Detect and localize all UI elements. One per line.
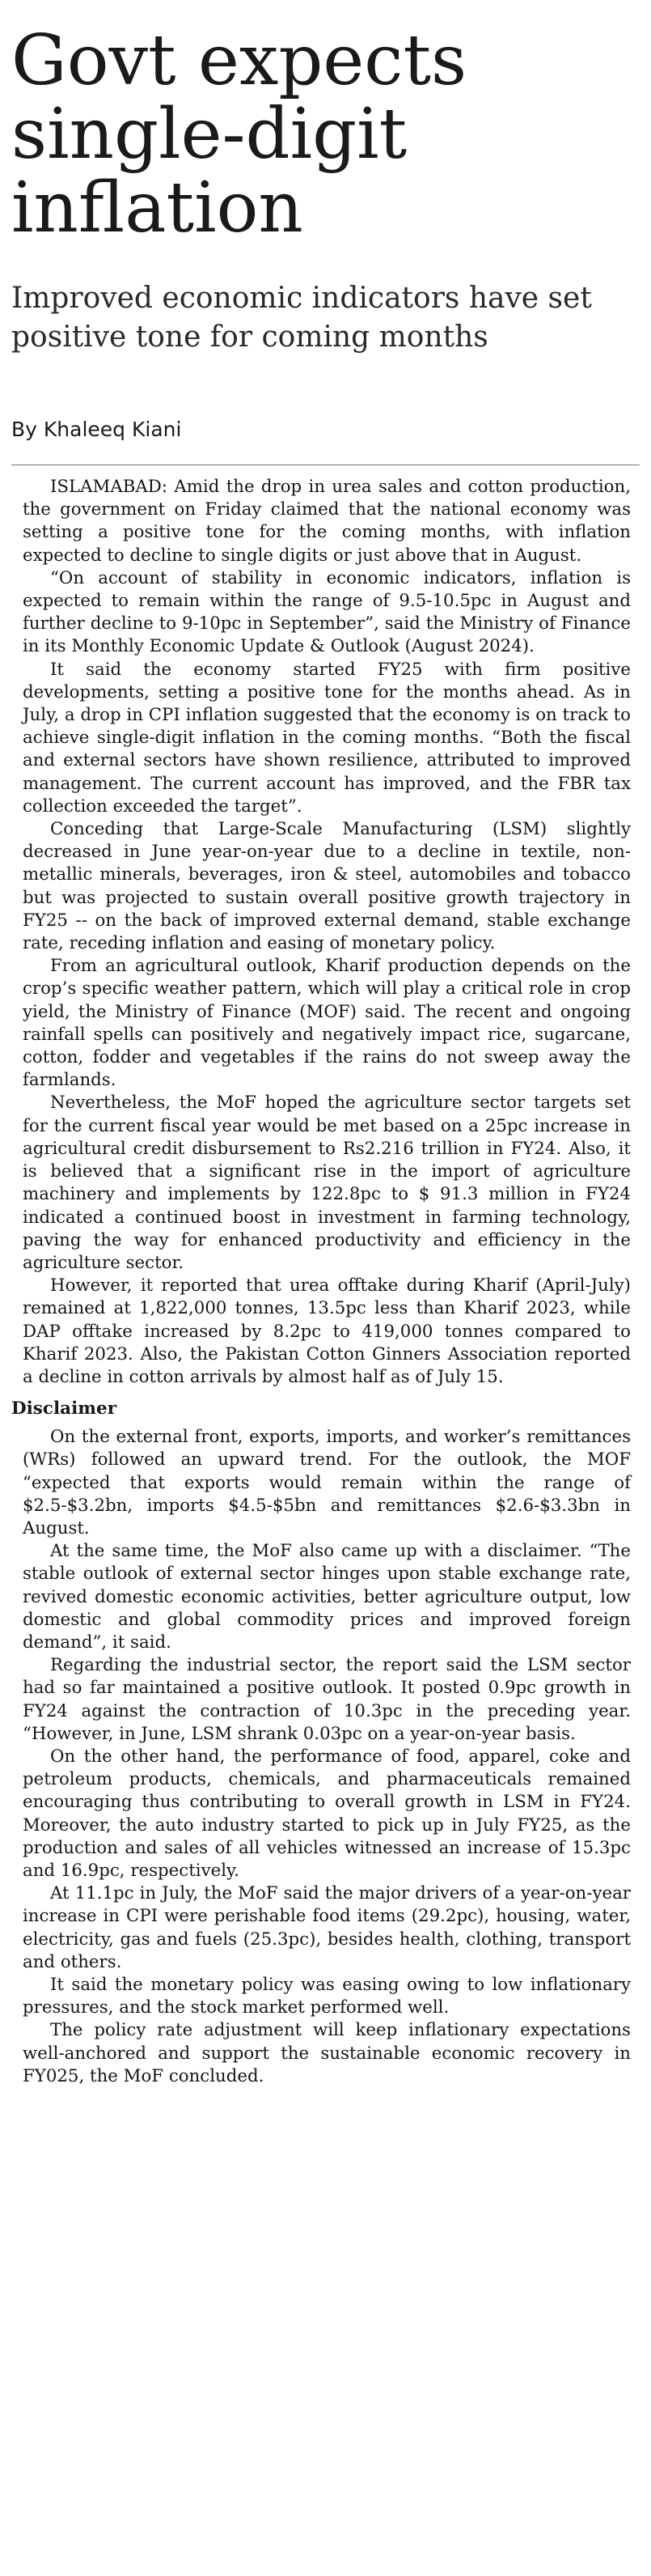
headline: Govt expects single-digit inflation (11, 20, 467, 248)
paragraph: However, it reported that urea offtake during Kharif (April-July) remained at 1,822,000 tonnes, 13.5pc less than Kharif 2023, while DAP offtake increased by 8.2pc to 419,000 tonnes compared to Kharif 2023. Also, the Pakistan Cotton Ginners Association reported a decline in cotton arrivals by almost half as of July 15. (23, 1275, 631, 1387)
paragraph: ISLAMABAD: Amid the drop in urea sales and cotton production, the government on Friday claimed that the national economy was setting a positive tone for the coming months, with inflation expected to decline to single digits or just above that in August. (23, 477, 631, 566)
paragraph: At 11.1pc in July, the MoF said the major drivers of a year-on-year increase in CPI were perishable food items (29.2pc), housing, water, electricity, gas and fuels (25.3pc), besides health, clothing, transport and others. (23, 1883, 631, 1972)
paragraph: “On account of stability in economic indicators, inflation is expected to remain within the range of 9.5-10.5pc in August and further decline to 9-10pc in September”, said the Ministry of Finance in its Monthly Economic Update & Outlook (August 2024). (23, 567, 631, 657)
paragraph: The policy rate adjustment will keep inflationary expectations well-anchored and support the sustainable economic recovery in FY025, the MoF concluded. (23, 2020, 631, 2086)
article-body (11, 476, 631, 2088)
paragraph: At the same time, the MoF also came up with a disclaimer. “The stable outlook of external sector hinges upon stable exchange rate, revived domestic economic activities, better agriculture output, low domestic and global commodity prices and improved foreign demand”, it said. (23, 1541, 631, 1653)
paragraph: Regarding the industrial sector, the report said the LSM sector had so far maintained a positive outlook. It posted 0.9pc growth in FY24 against the contraction of 10.3pc in the preceding year. “However, in June, LSM shrank 0.03pc on a year-on-year basis. (23, 1655, 631, 1744)
subheadline: Improved economic indicators have set positive tone for coming months (11, 282, 592, 354)
paragraph: From an agricultural outlook, Kharif production depends on the crop’s specific weather pattern, which will play a critical role in crop yield, the Ministry of Finance (MOF) said. The recent and ongoing rainfall spells can positively and negatively impact rice, sugarcane, cotton, fodder and vegetables if the rains do not sweep away the farmlands. (23, 956, 631, 1091)
paragraph: Nevertheless, the MoF hoped the agriculture sector targets set for the current fiscal year would be met based on a 25pc increase in agricultural credit disbursement to Rs2.216 trillion in FY24. Also, it is believed that a significant rise in the import of agriculture machinery and implements by 122.8pc to $ 91.3 million in FY24 indicated a continued boost in investment in farming technology, paving the way for enhanced productivity and efficiency in the agriculture sector. (23, 1093, 631, 1273)
paragraph: Conceding that Large-Scale Manufacturing (LSM) slightly decreased in June year-on-year due to a decline in textile, non-metallic minerals, beverages, iron & steel, automobiles and tobacco but was projected to sustain overall positive growth trajectory in FY25 -- on the back of improved external demand, stable exchange rate, receding inflation and easing of monetary policy. (23, 819, 631, 954)
byline: By Khaleeq Kiani (11, 418, 182, 441)
paragraph: On the external front, exports, imports, and worker’s remittances (WRs) followed an upward trend. For the outlook, the MOF “expected that exports would remain within the range of $2.5-$3.2bn, imports $4.5-$5bn and remittances $2.6-$3.3bn in August. (23, 1427, 631, 1538)
paragraph: It said the economy started FY25 with firm positive developments, setting a positive tone for the months ahead. As in July, a drop in CPI inflation suggested that the economy is on track to achieve single-digit inflation in the coming months. “Both the fiscal and external sectors have shown resilience, attributed to improved management. The current account has improved, and the FBR tax collection exceeded the target”. (23, 659, 631, 817)
paragraph: On the other hand, the performance of food, apparel, coke and petroleum products, chemicals, and pharmaceuticals remained encouraging thus contributing to overall growth in LSM in FY24. Moreover, the auto industry started to pick up in July FY25, as the production and sales of all vehicles witnessed an increase of 15.3pc and 16.9pc, respectively. (23, 1746, 631, 1881)
section-heading: Disclaimer (11, 1398, 117, 1420)
paragraph: It said the monetary policy was easing owing to low inflationary pressures, and the stock market performed well. (23, 1975, 631, 2018)
